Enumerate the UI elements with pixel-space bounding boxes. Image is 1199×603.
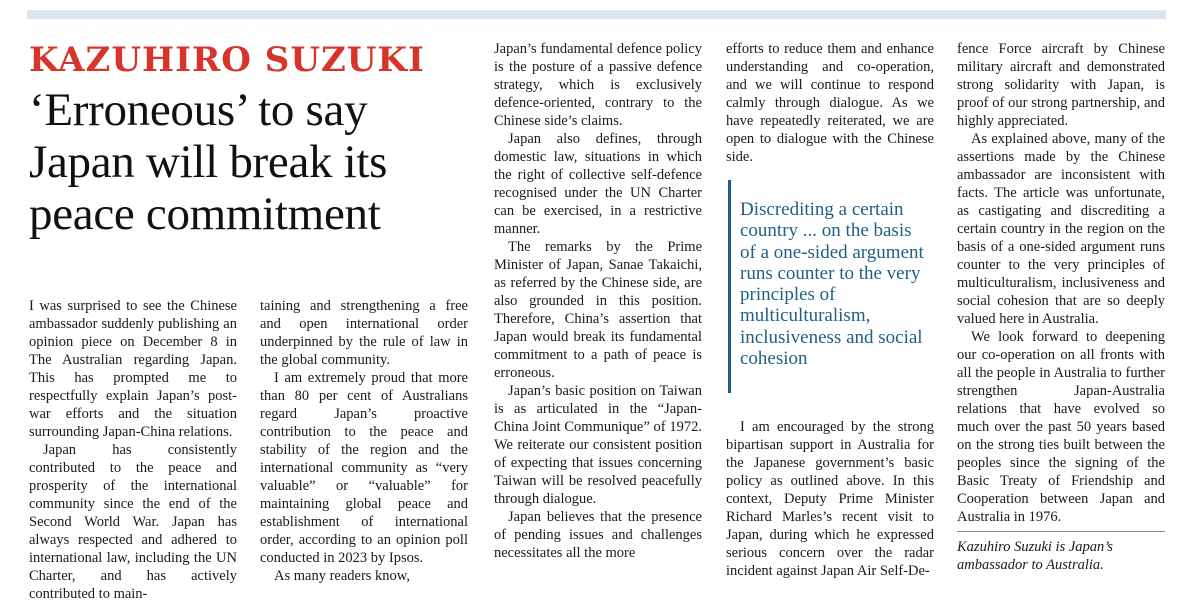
article-column-2 — [260, 297, 468, 585]
top-rule — [27, 10, 1166, 19]
author-byline: KAZUHIRO SUZUKI — [29, 40, 425, 80]
paragraph: I am extremely proud that more than 80 per cent of Australians regard Japan’s proactive contribution to the peace and stability of the region and the international community as “very valuable” or “valuable” for maintaining global peace and establishment of international order, according to an opinion poll conducted in 2023 by Ipsos. — [260, 370, 468, 566]
article-column-1 — [29, 297, 237, 603]
article-column-3 — [494, 40, 702, 562]
paragraph: fence Force aircraft by Chinese military aircraft and demonstrated strong solidarity with Japan, is proof of our strong partnership, and highly appreciated. — [957, 41, 1165, 129]
article-headline: ‘Erroneous’ to say Japan will break its peace commitment — [29, 84, 388, 240]
paragraph: Japan’s fundamental defence policy is the posture of a passive defence strategy, which is exclusively defence-oriented, contrary to the Chinese side’s claims. — [494, 41, 702, 129]
article-column-5 — [957, 40, 1165, 526]
paragraph: I am encouraged by the strong bipartisan support in Australia for the Japanese government’s basic policy as outlined above. In this context, Deputy Prime Minister Richard Marles’s recent visit to Japan, during which he expressed serious concern over the radar incident against Japan Air Self-De- — [726, 419, 934, 579]
pull-quote — [728, 180, 934, 408]
paragraph: Japan also defines, through domestic law, situations in which the right of collective self-defence recognised under the UN Charter can be exercised, in a restrictive manner. — [494, 131, 702, 237]
paragraph: taining and strengthening a free and open international order underpinned by the rule of law in the global community. — [260, 298, 468, 368]
paragraph: Japan has consistently contributed to the peace and prosperity of the international community since the end of the Second World War. Japan has always respected and adhered to international law, including the UN Charter, and has actively contributed to main- — [29, 442, 237, 602]
bio-divider — [957, 531, 1165, 532]
paragraph: Japan’s basic position on Taiwan is as articulated in the “Japan-China Joint Communique” of 1972. We reiterate our consistent position of expecting that issues concerning Taiwan will be resolved peacefully through dialogue. — [494, 383, 702, 507]
paragraph: The remarks by the Prime Minister of Japan, Sanae Takaichi, as referred by the Chinese side, are also grounded in this position. Therefore, China’s assertion that Japan would break its fundamental commitment to a path of peace is erroneous. — [494, 239, 702, 381]
paragraph: As many readers know, — [274, 568, 410, 584]
paragraph: Japan believes that the presence of pending issues and challenges necessitates all the more — [494, 509, 702, 561]
article-column-4-lower — [726, 418, 934, 580]
pull-quote-rule — [728, 180, 731, 393]
pull-quote-text: Discrediting a certain country ... on the basis of a one-sided argument runs counter to the very principles of multiculturalism, inclusiveness and social cohesion — [740, 199, 924, 370]
paragraph: I was surprised to see the Chinese ambassador suddenly publishing an opinion piece on December 8 in The Australian regarding Japan. This has prompted me to respectfully explain Japan’s post-war efforts and the situation surrounding Japan-China relations. — [29, 298, 237, 440]
paragraph: As explained above, many of the assertions made by the Chinese ambassador are inconsistent with facts. The article was unfortunate, as castigating and discrediting a certain country in the region on the basis of a one-sided argument runs counter to the very principles of multiculturalism, inclusiveness and social cohesion that are so deeply valued here in Australia. — [957, 131, 1165, 327]
author-bio: Kazuhiro Suzuki is Japan’s ambassador to Australia. — [957, 539, 1113, 573]
paragraph: We look forward to deepening our co-operation on all fronts with all the people in Australia to further strengthen Japan-Australia relations that have evolved so much over the past 50 years based on the strong ties built between the peoples since the signing of the Basic Treaty of Friendship and Cooperation between Japan and Australia in 1976. — [957, 329, 1165, 525]
article-column-4 — [726, 40, 934, 166]
paragraph: efforts to reduce them and enhance understanding and co-operation, and we will continue to respond calmly through dialogue. As we have repeatedly reiterated, we are open to dialogue with the Chinese side. — [726, 41, 934, 165]
